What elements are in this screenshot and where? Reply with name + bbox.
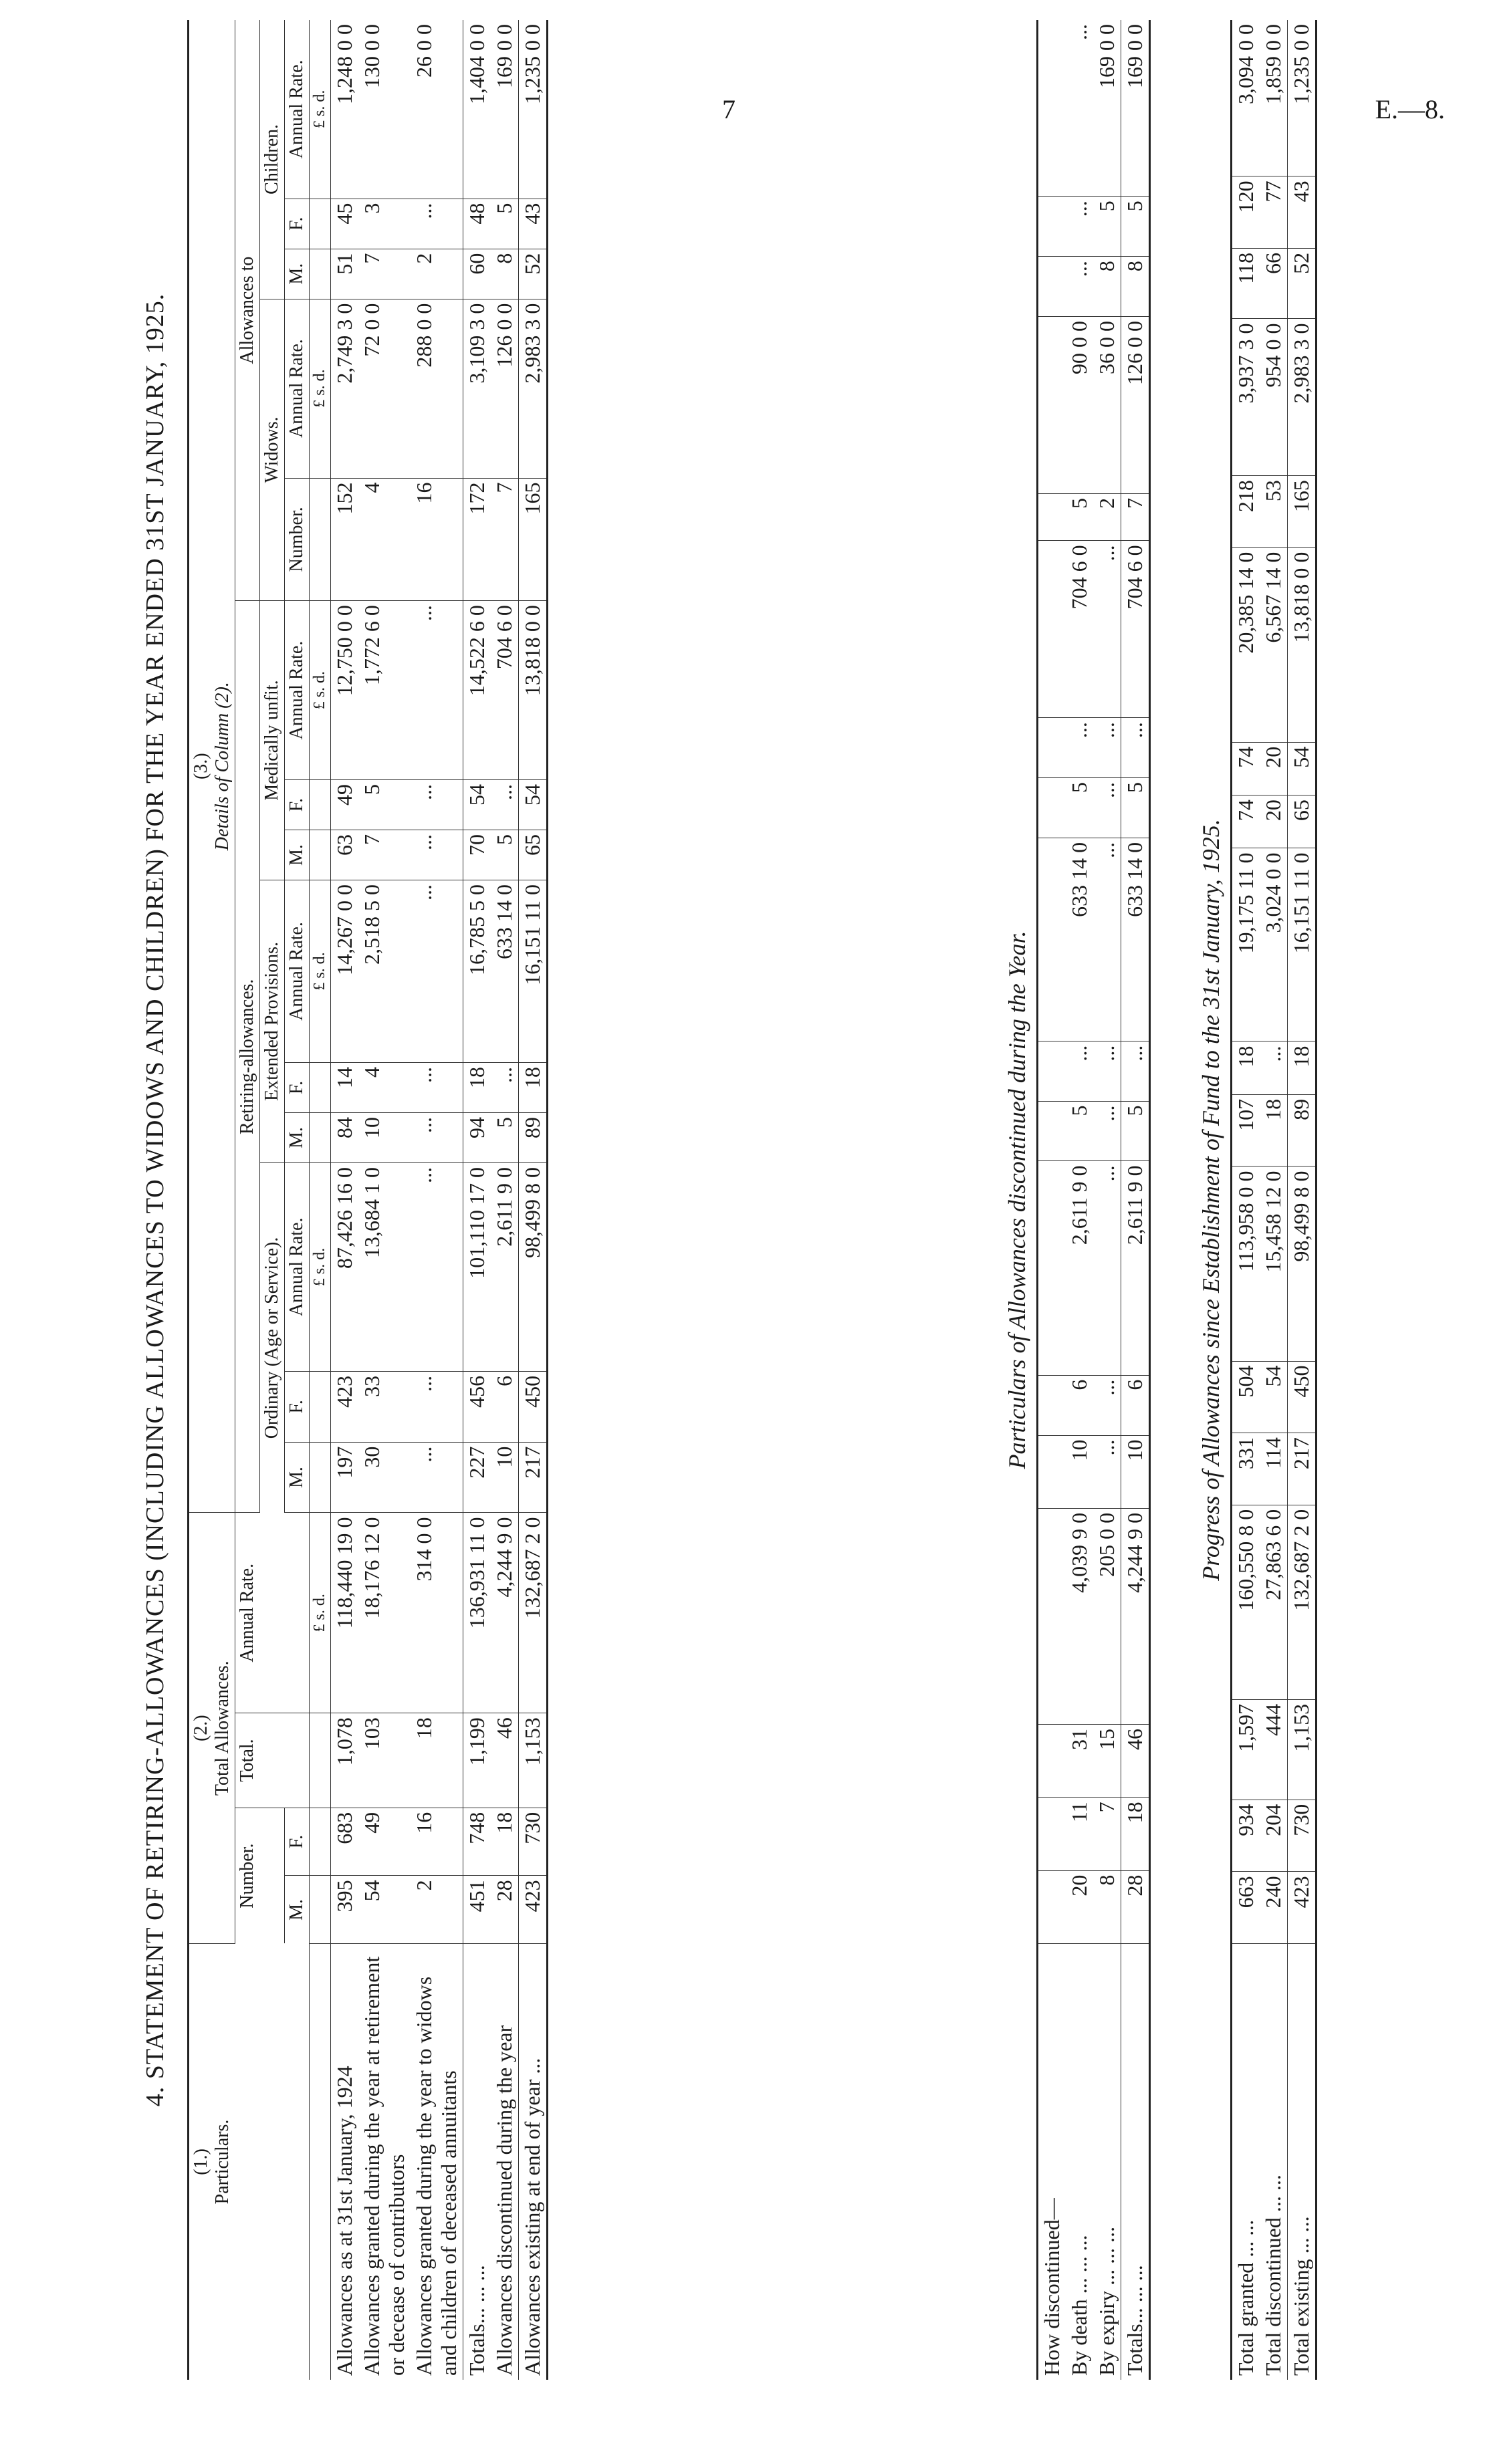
- table-cell: ...: [1066, 718, 1093, 778]
- table-cell: 450: [519, 1371, 548, 1442]
- table-cell: ...: [411, 1112, 463, 1162]
- table-cell: 10: [1066, 1435, 1093, 1508]
- table-cell: 4: [358, 1062, 411, 1112]
- table-cell: 15: [1093, 1725, 1121, 1798]
- table-cell: 3,024 0 0: [1260, 848, 1288, 1041]
- table-cell: ...: [1121, 1041, 1150, 1101]
- th-number: Number.: [235, 1808, 285, 1943]
- table-row: [331, 20, 359, 2380]
- table-cell: 10: [1121, 1435, 1150, 1508]
- table-cell: 33: [358, 1371, 411, 1442]
- table-cell: 169 0 0: [491, 20, 519, 199]
- table-cell: 5: [1121, 197, 1150, 257]
- table-cell: 26 0 0: [411, 20, 463, 199]
- main-table-body: [331, 20, 548, 2380]
- table-cell: 227: [463, 1442, 491, 1513]
- table-cell: 748: [463, 1808, 491, 1876]
- table-cell: 954 0 0: [1260, 319, 1288, 476]
- table-cell: 5: [1066, 1101, 1093, 1161]
- table-cell: 60: [463, 249, 491, 299]
- table-cell: 456: [463, 1371, 491, 1442]
- table-cell: 13,818 0 0: [1288, 547, 1317, 742]
- table-cell: 36 0 0: [1093, 317, 1121, 494]
- table-cell: 65: [519, 830, 548, 880]
- table-cell: 5: [1066, 493, 1093, 540]
- table-cell: ...: [1093, 718, 1121, 778]
- table-cell: 14: [331, 1062, 359, 1112]
- table-cell: 16,151 11 0: [1288, 848, 1317, 1041]
- row-label: Allowances granted during the year to widows and children of deceased annuitants: [412, 1976, 461, 2376]
- table-cell: 2,611 9 0: [1121, 1161, 1150, 1375]
- table-cell: 165: [519, 478, 548, 601]
- table-cell: [1038, 20, 1066, 197]
- progress-table: [1230, 20, 1317, 2380]
- table-cell: 20: [1260, 742, 1288, 795]
- table-cell: 10: [491, 1442, 519, 1513]
- table-cell: 2,749 3 0: [331, 299, 359, 478]
- row-label: By expiry ... ... ...: [1095, 2226, 1119, 2376]
- table-cell: 14,267 0 0: [331, 880, 359, 1063]
- table-cell: [1038, 1041, 1066, 1101]
- table-cell: 5: [491, 830, 519, 880]
- table-cell: 288 0 0: [411, 299, 463, 478]
- table-cell: [1038, 838, 1066, 1041]
- table-cell: ...: [491, 780, 519, 830]
- th-widows: Widows.: [260, 299, 285, 601]
- table-cell: 53: [1260, 476, 1288, 548]
- table-cell: ...: [411, 1442, 463, 1513]
- table-cell: 18: [491, 1808, 519, 1876]
- table-cell: 6: [491, 1371, 519, 1442]
- table-cell: 4,244 9 0: [491, 1513, 519, 1713]
- table-cell: [1038, 1375, 1066, 1435]
- table-row: [1038, 20, 1066, 2380]
- table-cell: 74: [1232, 795, 1260, 848]
- table-row: [491, 20, 519, 2380]
- table-cell: 49: [331, 780, 359, 830]
- table-cell: 1,235 0 0: [1288, 20, 1317, 176]
- table-cell: [1038, 1870, 1066, 1943]
- table-cell: 1,153: [519, 1713, 548, 1808]
- table-cell: 130 0 0: [358, 20, 411, 199]
- table-cell: 169 0 0: [1121, 20, 1150, 197]
- table-cell: 101,110 17 0: [463, 1162, 491, 1371]
- table-row: [1066, 20, 1093, 2380]
- table-cell: 45: [331, 199, 359, 249]
- table-cell: 169 0 0: [1093, 20, 1121, 197]
- table-cell: 27,863 6 0: [1260, 1505, 1288, 1699]
- table-cell: 63: [331, 830, 359, 880]
- table-cell: [1038, 541, 1066, 718]
- table-cell: 423: [331, 1371, 359, 1442]
- table-cell: [1038, 1101, 1066, 1161]
- table-cell: 19,175 11 0: [1232, 848, 1260, 1041]
- table-cell: 72 0 0: [358, 299, 411, 478]
- table-cell: 4,244 9 0: [1121, 1508, 1150, 1724]
- table-cell: 704 6 0: [1121, 541, 1150, 718]
- table-cell: 5: [491, 199, 519, 249]
- table-cell: 5: [1121, 1101, 1150, 1161]
- table-cell: 18: [463, 1062, 491, 1112]
- table-cell: 3,109 3 0: [463, 299, 491, 478]
- table-cell: 663: [1232, 1872, 1260, 1944]
- table-cell: 8: [1121, 257, 1150, 317]
- table-cell: 43: [519, 199, 548, 249]
- table-cell: 2: [411, 1876, 463, 1944]
- table-cell: 74: [1232, 742, 1260, 795]
- col-details: (3.) Details of Column (2).: [189, 20, 235, 1513]
- table-cell: 132,687 2 0: [1288, 1505, 1317, 1699]
- row-label: Allowances existing at end of year ...: [519, 1944, 548, 2380]
- table-cell: 8: [1093, 1870, 1121, 1943]
- table-cell: 16,151 11 0: [519, 880, 548, 1063]
- th-retiring: Retiring-allowances.: [235, 601, 260, 1513]
- table-cell: 160,550 8 0: [1232, 1505, 1260, 1699]
- progress-subtitle: Progress of Allowances since Establishment of Fund to the 31st January, 1925.: [1197, 819, 1224, 1581]
- table-cell: 1,859 0 0: [1260, 20, 1288, 176]
- table-cell: 633 14 0: [1121, 838, 1150, 1041]
- table-cell: [1038, 718, 1066, 778]
- table-cell: 52: [519, 249, 548, 299]
- table-cell: 7: [1093, 1798, 1121, 1870]
- table-cell: ...: [491, 1062, 519, 1112]
- table-cell: 20: [1066, 1870, 1093, 1943]
- table-cell: [1038, 778, 1066, 838]
- row-label: Totals... ... ...: [1121, 1944, 1150, 2380]
- table-cell: 5: [1093, 197, 1121, 257]
- table-cell: 90 0 0: [1066, 317, 1093, 494]
- row-label: Allowances as at 31st January, 1924: [332, 2066, 356, 2376]
- table-cell: 5: [358, 780, 411, 830]
- table-cell: 204: [1260, 1800, 1288, 1872]
- table-cell: 6: [1121, 1375, 1150, 1435]
- table-cell: 451: [463, 1876, 491, 1944]
- table-cell: 7: [1121, 493, 1150, 540]
- table-cell: [1038, 317, 1066, 494]
- table-cell: 2,611 9 0: [491, 1162, 519, 1371]
- table-cell: 704 6 0: [1066, 541, 1093, 718]
- row-label: Allowances granted during the year at retirement or decease of contributors: [360, 1956, 409, 2376]
- table-cell: ...: [1066, 20, 1093, 197]
- table-cell: 10: [358, 1112, 411, 1162]
- table-cell: 13,818 0 0: [519, 601, 548, 780]
- table-cell: 6: [1066, 1375, 1093, 1435]
- table-cell: 172: [463, 478, 491, 601]
- table-cell: 1,153: [1288, 1699, 1317, 1800]
- table-cell: 331: [1232, 1433, 1260, 1505]
- table-cell: 18: [1121, 1798, 1150, 1870]
- rotated-content: [140, 20, 1411, 2380]
- table-cell: 1,404 0 0: [463, 20, 491, 199]
- table-cell: ...: [1093, 1041, 1121, 1101]
- table-row: [1232, 20, 1260, 2380]
- table-cell: 16: [411, 1808, 463, 1876]
- col-particulars: (1.) Particulars.: [189, 1944, 310, 2380]
- table-cell: ...: [1121, 718, 1150, 778]
- table-cell: ...: [411, 1371, 463, 1442]
- discontinued-subtitle: Particulars of Allowances discontinued during the Year.: [1004, 931, 1030, 1469]
- table-row: [358, 20, 411, 2380]
- table-cell: 1,235 0 0: [519, 20, 548, 199]
- row-label: Allowances discontinued during the year: [492, 2025, 516, 2376]
- table-cell: 54: [1260, 1361, 1288, 1433]
- main-table: (1.) Particulars. (2.) Total Allowances. (3.) Details of Column (2). Number. Total. Annual Rate. Retiring-allowances. Allowances to Ordinary (Age or Service). Extended Provisions. Medically unfit. Widows. Children. M. F. M. F. Annual Rate. M. F. Annual Rate. M. F. Annual Rate. Number. Annual Rate. M. F. Annual Rate. £ s. d. £ s. d. £ s. d. £ s. d. £ s. d. £ s. d. Allowances as at 31st January, 1924 395 683 1,078 118,440 19 0 197 423 87,426 16 0 84 14 14,267 0 0 63 49 12,750 0 0 152 2,749 3 0 51 45 1,248 0 0 Allowances granted during the year at retirement or decease of contributors 54 49 103 18,176 12 0 30 33 13,684 1 0 10 4 2,518 5 0 7 5 1,772 6 0 4 72 0 0 7 3 130 0 0 Allowances granted during the year to widows and children of deceased annuitants 2 16 18 314 0 0 ... ... ... ... ... ... ... ... ... 16 288 0 0 2 ... 26 0 0 Totals... ... ... 451 748 1,199 136,931 11 0 227 456 101,110 17 0 94 18 16,785 5 0 70 54 14,522 6 0 172 3,109 3 0 60 48 1,404 0 0 Allowances discontinued during the year 28 18 46 4,244 9 0 10 6 2,611 9 0 5 ... 633 14 0 5 ... 704 6 0 7 126 0 0 8 5 169 0 0 Allowances existing at end of year ... 423 730 1,153 132,687 2 0 217 450 98,499 8 0 89 18 16,151 11 0 65 54 13,818 0 0 165 2,983 3 0 52 43 1,235 0 0: [187, 20, 548, 2380]
- table-cell: 4: [358, 478, 411, 601]
- table-cell: ...: [1066, 1041, 1093, 1101]
- page-title: 4. STATEMENT OF RETIRING-ALLOWANCES (INCLUDING ALLOWANCES TO WIDOWS AND CHILDREN) FOR THE YEAR ENDED 31ST JANUARY, 1925.: [141, 293, 169, 2107]
- table-cell: 98,499 8 0: [1288, 1166, 1317, 1361]
- table-cell: 683: [331, 1808, 359, 1876]
- table-cell: 118: [1232, 248, 1260, 319]
- discontinued-table-body: [1038, 20, 1150, 2380]
- table-cell: [1038, 257, 1066, 317]
- table-cell: 103: [358, 1713, 411, 1808]
- table-cell: 28: [491, 1876, 519, 1944]
- table-cell: 1,772 6 0: [358, 601, 411, 780]
- table-cell: 15,458 12 0: [1260, 1166, 1288, 1361]
- table-cell: 730: [519, 1808, 548, 1876]
- table-cell: ...: [411, 601, 463, 780]
- table-cell: 240: [1260, 1872, 1288, 1944]
- table-row: [411, 20, 463, 2380]
- table-cell: 218: [1232, 476, 1260, 548]
- table-cell: 1,248 0 0: [331, 20, 359, 199]
- table-cell: 13,684 1 0: [358, 1162, 411, 1371]
- table-cell: 633 14 0: [1066, 838, 1093, 1041]
- table-cell: 217: [1288, 1433, 1317, 1505]
- table-cell: 94: [463, 1112, 491, 1162]
- table-cell: 3,094 0 0: [1232, 20, 1260, 176]
- table-cell: [1038, 1798, 1066, 1870]
- table-cell: 1,078: [331, 1713, 359, 1808]
- th-medically: Medically unfit.: [260, 601, 285, 880]
- table-cell: 20: [1260, 795, 1288, 848]
- table-cell: 51: [331, 249, 359, 299]
- table-cell: [1038, 1725, 1066, 1798]
- table-cell: 5: [1066, 778, 1093, 838]
- table-cell: 98,499 8 0: [519, 1162, 548, 1371]
- table-cell: 395: [331, 1876, 359, 1944]
- table-cell: 132,687 2 0: [519, 1513, 548, 1713]
- table-cell: [1038, 1508, 1066, 1724]
- table-cell: 3: [358, 199, 411, 249]
- table-cell: 3,937 3 0: [1232, 319, 1260, 476]
- table-cell: 8: [491, 249, 519, 299]
- table-cell: 8: [1093, 257, 1121, 317]
- table-cell: ...: [1260, 1041, 1288, 1094]
- table-cell: 205 0 0: [1093, 1508, 1121, 1724]
- table-cell: 197: [331, 1442, 359, 1513]
- table-cell: 87,426 16 0: [331, 1162, 359, 1371]
- table-cell: 18: [1288, 1041, 1317, 1094]
- table-cell: 4,039 9 0: [1066, 1508, 1093, 1724]
- table-cell: ...: [1093, 1101, 1121, 1161]
- table-cell: 65: [1288, 795, 1317, 848]
- table-cell: 54: [463, 780, 491, 830]
- th-ordinary: Ordinary (Age or Service).: [260, 1162, 285, 1512]
- table-cell: ...: [1093, 541, 1121, 718]
- table-row: [463, 20, 491, 2380]
- table-cell: ...: [411, 199, 463, 249]
- table-cell: 1,597: [1232, 1699, 1260, 1800]
- row-label: Total discontinued ... ...: [1261, 2175, 1285, 2376]
- table-cell: 66: [1260, 248, 1288, 319]
- table-cell: ...: [1066, 257, 1093, 317]
- table-cell: 2: [411, 249, 463, 299]
- table-cell: 43: [1288, 176, 1317, 249]
- table-cell: ...: [1093, 778, 1121, 838]
- table-cell: 16: [411, 478, 463, 601]
- table-cell: 2,611 9 0: [1066, 1161, 1093, 1375]
- th-extended: Extended Provisions.: [260, 880, 285, 1163]
- table-cell: [1038, 1435, 1066, 1508]
- table-cell: 126 0 0: [491, 299, 519, 478]
- table-cell: 2,983 3 0: [519, 299, 548, 478]
- table-cell: 126 0 0: [1121, 317, 1150, 494]
- table-cell: [1038, 1161, 1066, 1375]
- table-cell: 14,522 6 0: [463, 601, 491, 780]
- col-total-allowances: (2.) Total Allowances.: [189, 1513, 235, 1944]
- th-total: Total.: [235, 1713, 310, 1808]
- table-cell: 12,750 0 0: [331, 601, 359, 780]
- table-cell: 2: [1093, 493, 1121, 540]
- table-cell: 504: [1232, 1361, 1260, 1433]
- table-cell: [1038, 493, 1066, 540]
- table-cell: 934: [1232, 1800, 1260, 1872]
- table-cell: 423: [1288, 1872, 1317, 1944]
- table-cell: 54: [519, 780, 548, 830]
- table-cell: 52: [1288, 248, 1317, 319]
- th-children: Children.: [260, 20, 285, 299]
- table-cell: 11: [1066, 1798, 1093, 1870]
- table-cell: 633 14 0: [491, 880, 519, 1063]
- table-cell: 48: [463, 199, 491, 249]
- table-cell: 423: [519, 1876, 548, 1944]
- table-row: [1288, 20, 1317, 2380]
- table-cell: 18: [1260, 1094, 1288, 1166]
- table-cell: 28: [1121, 1870, 1150, 1943]
- table-cell: 89: [1288, 1094, 1317, 1166]
- table-cell: ...: [411, 1162, 463, 1371]
- table-cell: 31: [1066, 1725, 1093, 1798]
- table-cell: 46: [491, 1713, 519, 1808]
- table-cell: 18,176 12 0: [358, 1513, 411, 1713]
- table-cell: 18: [411, 1713, 463, 1808]
- row-label: Total existing ... ...: [1288, 1944, 1317, 2380]
- table-cell: 5: [491, 1112, 519, 1162]
- table-cell: 730: [1288, 1800, 1317, 1872]
- progress-table-body: [1232, 20, 1317, 2380]
- table-row: [1121, 20, 1150, 2380]
- table-cell: ...: [411, 780, 463, 830]
- table-cell: 7: [358, 830, 411, 880]
- th-annual-rate: Annual Rate.: [235, 1513, 310, 1713]
- table-cell: 6,567 14 0: [1260, 547, 1288, 742]
- table-cell: 20,385 14 0: [1232, 547, 1260, 742]
- table-cell: 77: [1260, 176, 1288, 249]
- table-cell: 152: [331, 478, 359, 601]
- table-cell: 84: [331, 1112, 359, 1162]
- table-cell: 18: [519, 1062, 548, 1112]
- table-cell: 89: [519, 1112, 548, 1162]
- page-number: 7: [722, 94, 735, 124]
- table-cell: 16,785 5 0: [463, 880, 491, 1063]
- table-cell: 7: [491, 478, 519, 601]
- document-reference: E.—8.: [1375, 94, 1445, 124]
- discontinued-table: [1036, 20, 1151, 2380]
- table-cell: 2,983 3 0: [1288, 319, 1317, 476]
- table-cell: 165: [1288, 476, 1317, 548]
- table-cell: 136,931 11 0: [463, 1513, 491, 1713]
- table-cell: 113,958 0 0: [1232, 1166, 1260, 1361]
- table-cell: 704 6 0: [491, 601, 519, 780]
- table-cell: 54: [1288, 742, 1317, 795]
- table-cell: 120: [1232, 176, 1260, 249]
- table-cell: 18: [1232, 1041, 1260, 1094]
- table-cell: ...: [411, 880, 463, 1063]
- table-cell: 49: [358, 1808, 411, 1876]
- table-cell: 118,440 19 0: [331, 1513, 359, 1713]
- table-cell: ...: [1093, 838, 1121, 1041]
- table-row: [1093, 20, 1121, 2380]
- table-cell: ...: [411, 830, 463, 880]
- th-allowances-to: Allowances to: [235, 20, 260, 601]
- table-cell: ...: [1093, 1161, 1121, 1375]
- table-cell: 217: [519, 1442, 548, 1513]
- table-cell: 1,199: [463, 1713, 491, 1808]
- row-label: Totals... ... ...: [463, 1944, 491, 2380]
- table-cell: ...: [1066, 197, 1093, 257]
- table-cell: 30: [358, 1442, 411, 1513]
- table-cell: ...: [1093, 1435, 1121, 1508]
- table-row: [519, 20, 548, 2380]
- row-label: How discontinued—: [1040, 2198, 1064, 2376]
- table-cell: 70: [463, 830, 491, 880]
- table-cell: ...: [411, 1062, 463, 1112]
- table-row: [1260, 20, 1288, 2380]
- table-cell: 114: [1260, 1433, 1288, 1505]
- table-cell: 46: [1121, 1725, 1150, 1798]
- table-cell: 450: [1288, 1361, 1317, 1433]
- table-cell: 7: [358, 249, 411, 299]
- row-label: By death ... ... ...: [1067, 2235, 1091, 2376]
- table-cell: 54: [358, 1876, 411, 1944]
- table-cell: 314 0 0: [411, 1513, 463, 1713]
- row-label: Total granted ... ...: [1234, 2219, 1258, 2376]
- table-cell: [1038, 197, 1066, 257]
- table-cell: 5: [1121, 778, 1150, 838]
- table-cell: ...: [1093, 1375, 1121, 1435]
- table-cell: 444: [1260, 1699, 1288, 1800]
- table-cell: 2,518 5 0: [358, 880, 411, 1063]
- table-cell: 107: [1232, 1094, 1260, 1166]
